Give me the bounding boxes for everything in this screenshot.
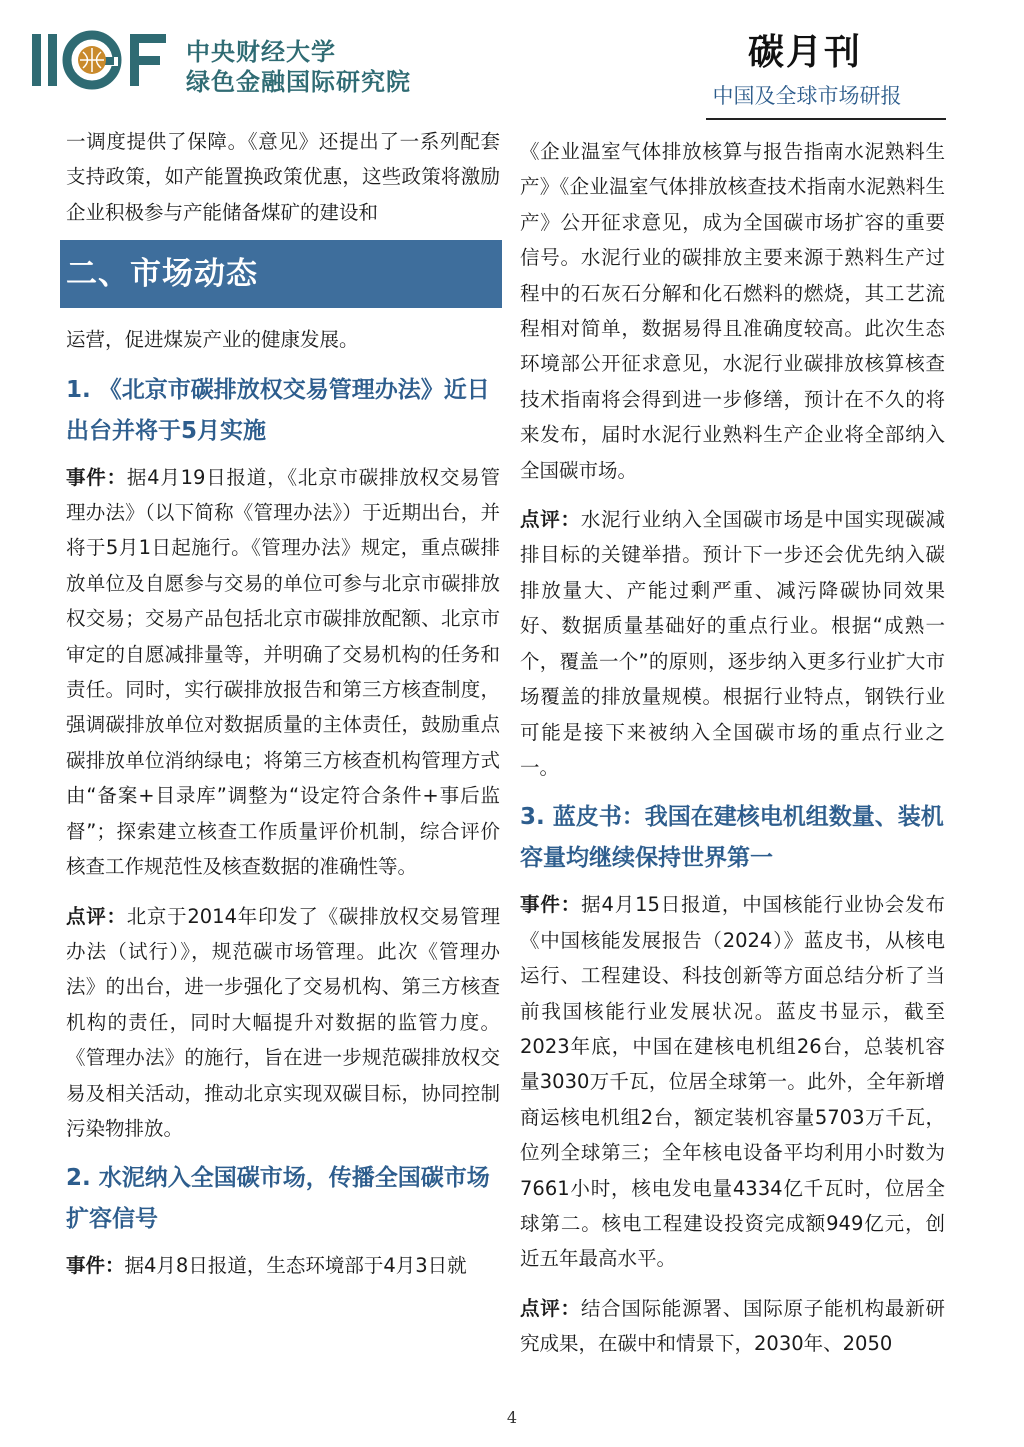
event-label: 事件： (520, 893, 582, 917)
event-text: 据4月15日报道，中国核能行业协会发布《中国核能发展报告（2024）》蓝皮书，从核电运行、工程建设、科技创新等方面总结分析了当前我国核能行业发展状况。蓝皮书显示，截至2023年底，中国在建核电机组26台，总装机容量3030万千瓦，位居全球第一。此外，全年新增商运核电机组2台，额定装机容量5703万千瓦，位列全球第三；全年核电设备平均利用小时数为7661小时，核电发电量4334亿千瓦时，位居全球第二。核电工程建设投资完成额949亿元，创近五年最高水平。 (520, 893, 945, 1271)
right-column (520, 134, 945, 1362)
comment-3 (520, 1291, 945, 1362)
event-text: 据4月19日报道，《北京市碳排放权交易管理办法》（以下简称《管理办法》）于近期出台，并将于5月1日起施行。《管理办法》规定，重点碳排放单位及自愿参与交易的单位可参与北京市碳排放权交易；交易产品包括北京市碳排放配额、北京市审定的自愿减排量等，并明确了交易机构的任务和责任。同时，实行碳排放报告和第三方核查制度，强调碳排放单位对数据质量的主体责任，鼓励重点碳排放单位消纳绿电；将第三方核查机构管理方式由“备案+目录库”调整为“设定符合条件+事后监督”；探索建立核查工作质量评价机制，综合评价核查工作规范性及核查数据的准确性等。 (66, 465, 500, 879)
page-header (0, 0, 1024, 120)
heading-1: 1. 《北京市碳排放权交易管理办法》近日出台并将于5月实施 (66, 376, 490, 444)
event-2 (66, 1248, 500, 1283)
comment-label: 点评： (520, 1296, 581, 1320)
header-rule (706, 118, 946, 120)
journal-subtitle: 中国及全球市场研报 (712, 84, 902, 108)
event-2-continued: 《企业温室气体排放核算与报告指南水泥熟料生产》《企业温室气体排放核查技术指南水泥熟料生产》公开征求意见，成为全国碳市场扩容的重要信号。水泥行业的碳排放主要来源于熟料生产过程中的石灰石分解和化石燃料的燃烧，其工艺流程相对简单，数据易得且准确度较高。此次生态环境部公开征求意见，水泥行业碳排放核算核查技术指南将会得到进一步修缮，预计在不久的将来发布，届时水泥行业熟料生产企业将全部纳入全国碳市场。 (520, 140, 945, 482)
event-text: 据4月8日报道，生态环境部于4月3日就 (124, 1254, 467, 1278)
event-1 (66, 460, 500, 885)
comment-text: 水泥行业纳入全国碳市场是中国实现碳减排目标的关键举措。预计下一步还会优先纳入碳排放量大、产能过剩严重、减污降碳协同效果好、数据质量基础好的重点行业。根据“成熟一个，覆盖一个”的原则，逐步纳入更多行业扩大市场覆盖的排放量规模。根据行业特点，钢铁行业可能是接下来被纳入全国碳市场的重点行业之一。 (520, 508, 945, 779)
continuation-paragraph: 运营，促进煤炭产业的健康发展。 (66, 328, 359, 352)
comment-1 (66, 899, 500, 1147)
journal-title: 碳月刊 (747, 32, 862, 73)
section-title-bar: 二、市场动态 (60, 240, 502, 308)
org-name-line2: 绿色金融国际研究院 (186, 68, 411, 96)
event-label: 事件： (66, 465, 127, 489)
page-number: 4 (506, 1408, 518, 1427)
comment-label: 点评： (66, 904, 127, 928)
heading-2: 2. 水泥纳入全国碳市场，传播全国碳市场扩容信号 (66, 1165, 490, 1233)
event-label: 事件： (66, 1254, 125, 1278)
comment-text: 结合国际能源署、国际原子能机构最新研究成果，在碳中和情景下，2030年、2050 (520, 1296, 945, 1356)
org-name-line1: 中央财经大学 (186, 38, 336, 66)
event-3 (520, 887, 945, 1276)
intro-paragraph: 一调度提供了保障。《意见》还提出了一系列配套支持政策，如产能置换政策优惠，这些政策将激励企业积极参与产能储备煤矿的建设和 (66, 130, 500, 224)
comment-text: 北京于2014年印发了《碳排放权交易管理办法（试行）》，规范碳市场管理。此次《管理办法》的出台，进一步强化了交易机构、第三方核查机构的责任，同时大幅提升对数据的监管力度。《管理办法》的施行，旨在进一步规范碳排放权交易及相关活动，推动北京实现双碳目标，协同控制污染物排放。 (66, 904, 500, 1140)
left-column (66, 124, 500, 1284)
heading-3: 3. 蓝皮书：我国在建核电机组数量、装机容量均继续保持世界第一 (520, 804, 944, 872)
comment-label: 点评： (520, 508, 581, 532)
comment-2 (520, 502, 945, 785)
iigf-logo (30, 30, 170, 90)
